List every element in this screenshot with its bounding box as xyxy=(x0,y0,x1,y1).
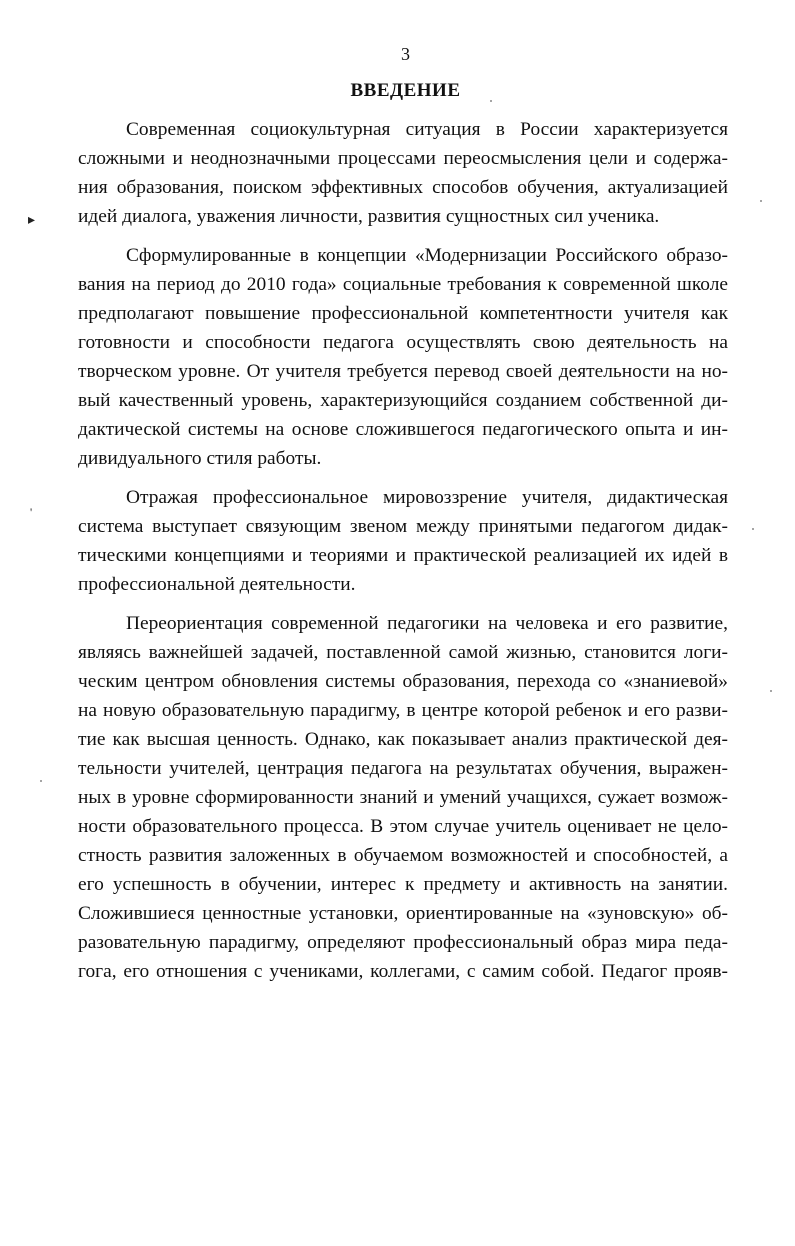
scan-speck xyxy=(490,100,492,102)
text-line: ности образовательного процесса. В этом случае учитель оценивает не цело- xyxy=(78,816,728,837)
body-text xyxy=(78,115,728,986)
text-line: дактической системы на основе сложившегося педагогического опыта и ин- xyxy=(78,419,728,440)
text-line: идей диалога, уважения личности, развития сущностных сил ученика. xyxy=(78,206,660,227)
text-line: дивидуального стиля работы. xyxy=(78,448,322,469)
text-line: являясь важнейшей задачей, поставленной самой жизнью, становится логи- xyxy=(78,642,728,663)
text-line: вания на период до 2010 года» социальные требования к современной школе xyxy=(78,274,728,295)
text-line: вый качественный уровень, характеризующийся созданием собственной ди- xyxy=(78,390,728,411)
text-line: сложными и неоднозначными процессами переосмысления цели и содержа- xyxy=(78,148,728,169)
text-line: Переориентация современной педагогики на человека и его развитие, xyxy=(126,613,728,634)
text-line: ческим центром обновления системы образования, перехода со «знаниевой» xyxy=(78,671,728,692)
text-line: профессиональной деятельности. xyxy=(78,574,356,595)
text-line: гога, его отношения с учениками, коллегами, с самим собой. Педагог прояв- xyxy=(78,961,728,982)
text-line: ных в уровне сформированности знаний и умений учащихся, сужает возмож- xyxy=(78,787,728,808)
text-line: на новую образовательную парадигму, в центре которой ребенок и его разви- xyxy=(78,700,728,721)
scan-speck xyxy=(770,690,772,692)
page-number: 3 xyxy=(401,44,410,64)
text-line: предполагают повышение профессиональной компетентности учителя как xyxy=(78,303,728,324)
text-line: Отражая профессиональное мировоззрение учителя, дидактическая xyxy=(126,487,728,508)
text-line: тельности учителей, центрация педагога на результатах обучения, выражен- xyxy=(78,758,728,779)
scan-speck xyxy=(752,528,754,530)
text-line: система выступает связующим звеном между принятыми педагогом дидак- xyxy=(78,516,728,537)
text-line: творческом уровне. От учителя требуется перевод своей деятельности на но- xyxy=(78,361,728,382)
scan-speck xyxy=(760,200,762,202)
text-line: Сформулированные в концепции «Модернизации Российского образо- xyxy=(126,245,728,266)
text-line: его успешность в обучении, интерес к предмету и активность на занятии. xyxy=(78,874,728,895)
text-line: разовательную парадигму, определяют профессиональный образ мира педа- xyxy=(78,932,728,953)
text-line: Современная социокультурная ситуация в России характеризуется xyxy=(126,119,728,140)
text-line: Сложившиеся ценностные установки, ориентированные на «зуновскую» об- xyxy=(78,903,728,924)
scan-mark: ' xyxy=(30,505,33,519)
text-line: готовности и способности педагога осуществлять свою деятельность на xyxy=(78,332,728,353)
text-line: ния образования, поиском эффективных способов обучения, актуализацией xyxy=(78,177,728,198)
text-line: стность развития заложенных в обучаемом возможностей и способностей, а xyxy=(78,845,728,866)
page-title: ВВЕДЕНИЕ xyxy=(350,80,461,101)
text-line: тие как высшая ценность. Однако, как показывает анализ практической дея- xyxy=(78,729,728,750)
text-line: тическими концепциями и теориями и практической реализацией их идей в xyxy=(78,545,728,566)
scan-mark: ▸ xyxy=(28,213,36,228)
scan-speck xyxy=(40,780,42,782)
